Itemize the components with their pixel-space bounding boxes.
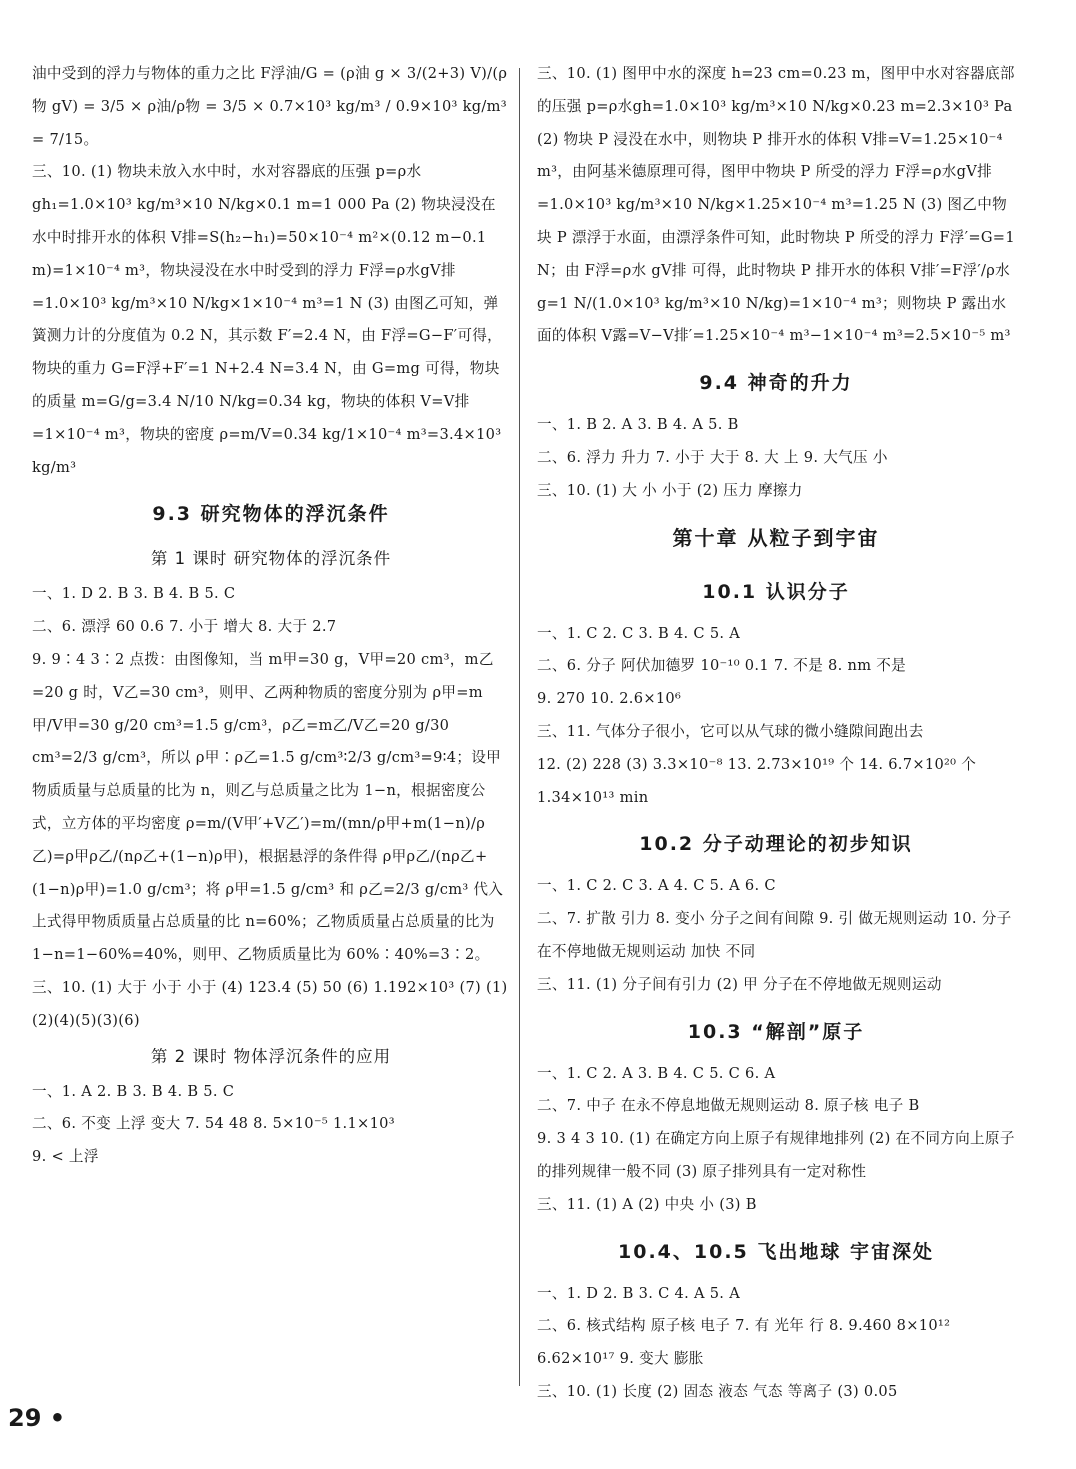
section-heading: 9.3 研究物体的浮沉条件 [152,503,390,526]
answer-paragraph: 二、7. 扩散 引力 8. 变小 分子之间有间隙 9. 引 做无规则运动 10. 分子在不停地做无规则运动 加快 不同 [537,910,1012,960]
answer-paragraph: 一、1. C 2. A 3. B 4. C 5. C 6. A [537,1064,776,1082]
answer-paragraph: 9. 3 4 3 10. (1) 在确定方向上原子有规律地排列 (2) 在不同方向上原子的排列规律一般不同 (3) 原子排列具有一定对称性 [537,1130,1015,1180]
section-heading: 10.4、10.5 飞出地球 宇宙深处 [618,1240,934,1263]
answer-paragraph: 三、11. 气体分子很小，它可以从气球的微小缝隙间跑出去 [537,722,924,740]
answer-paragraph: 三、10. (1) 大于 小于 小于 (4) 123.4 (5) 50 (6) 1.192×10³ (7) (1)(2)(4)(5)(3)(6) [32,978,508,1029]
answer-paragraph: 一、1. C 2. C 3. B 4. C 5. A [537,624,741,642]
chapter-heading: 第十章 从粒子到宇宙 [672,525,880,550]
answer-paragraph: 二、6. 不变 上浮 变大 7. 54 48 8. 5×10⁻⁵ 1.1×10³ [32,1115,395,1133]
answer-paragraph: 9. 270 10. 2.6×10⁶ [537,690,682,708]
answer-paragraph: 一、1. A 2. B 3. B 4. B 5. C [32,1082,235,1100]
answer-paragraph: 二、7. 中子 在永不停息地做无规则运动 8. 原子核 电子 B [537,1097,920,1115]
answer-paragraph: 二、6. 分子 阿伏加德罗 10⁻¹⁰ 0.1 7. 不是 8. nm 不是 [537,657,907,675]
answer-paragraph: 一、1. D 2. B 3. C 4. A 5. A [537,1284,741,1302]
section-heading: 10.1 认识分子 [702,580,850,603]
answer-paragraph: 一、1. C 2. C 3. A 4. C 5. A 6. C [537,877,776,895]
answer-paragraph: 12. (2) 228 (3) 3.3×10⁻⁸ 13. 2.73×10¹⁹ 个 14. 6.7×10²⁰ 个 1.34×10¹³ min [537,755,977,806]
answer-paragraph: 三、10. (1) 大 小 小于 (2) 压力 摩擦力 [537,481,803,499]
answer-paragraph: 9. 9∶4 3∶2 点拨：由图像知，当 m甲=30 g，V甲=20 cm³，m乙=20 g 时，V乙=30 cm³，则甲、乙两种物质的密度分别为 ρ甲=m甲/V甲=30 g/20 cm³=1.5 g/cm³，ρ乙=m乙/V乙=20 g/30 cm³=2/3 g/cm³，所以 ρ甲∶ρ乙=1.5 g/cm³∶2/3 g/cm³=9∶4；设甲物质质量与总质量的比为 n，则乙与总质量之比为 1−n，根据密度公式，立方体的平均密度 ρ=m/(V甲′+V乙′)=m/(mn/ρ甲+m(1−n)/ρ乙)=ρ甲ρ乙/(nρ乙+(1−n)ρ甲)，根据悬浮的条件得 ρ甲ρ乙/(nρ乙+(1−n)ρ甲)=1.0 g/cm³；将 ρ甲=1.5 g/cm³ 和 ρ乙=2/3 g/cm³ 代入上式得甲物质质量占总质量的比 n=60%；乙物质质量占总质量的比为 1−n=1−60%=40%，则甲、乙物质质量比为 60%∶40%=3∶2。 [32,650,504,964]
answer-paragraph: 一、1. D 2. B 3. B 4. B 5. C [32,585,236,603]
page-number: 29 • [8,1404,66,1432]
lesson-heading: 第 2 课时 物体浮沉条件的应用 [150,1046,392,1066]
lesson-heading: 第 1 课时 研究物体的浮沉条件 [150,549,392,569]
answer-paragraph: 二、6. 核式结构 原子核 电子 7. 有 光年 行 8. 9.460 8×10¹² 6.62×10¹⁷ 9. 变大 膨胀 [537,1317,951,1368]
answer-paragraph: 三、10. (1) 长度 (2) 固态 液态 气态 等离子 (3) 0.05 [537,1382,898,1400]
page-edge-margin [0,0,14,1469]
answer-paragraph: 三、11. (1) 分子间有引力 (2) 甲 分子在不停地做无规则运动 [537,975,942,993]
answer-paragraph: 三、10. (1) 物块未放入水中时，水对容器底的压强 p=ρ水 gh₁=1.0×10³ kg/m³×10 N/kg×0.1 m=1 000 Pa (2) 物块浸没在水中时排开水的体积 V排=S(h₂−h₁)=50×10⁻⁴ m²×(0.12 m−0.1 m)=1×10⁻⁴ m³，物块浸没在水中时受到的浮力 F浮=ρ水gV排=1.0×10³ kg/m³×10 N/kg×1×10⁻⁴ m³=1 N (3) 由图乙可知，弹簧测力计的分度值为 0.2 N，其示数 F′=2.4 N，由 F浮=G−F′可得，物块的重力 G=F浮+F′=1 N+2.4 N=3.4 N，由 G=mg 可得，物块的质量 m=G/g=3.4 N/10 N/kg=0.34 kg，物块的体积 V=V排=1×10⁻⁴ m³，物块的密度 ρ=m/V=0.34 kg/1×10⁻⁴ m³=3.4×10³ kg/m³ [32,163,503,476]
left-column [32,58,510,1174]
section-heading: 9.4 神奇的升力 [699,372,853,395]
answer-paragraph: 9. < 上浮 [32,1148,99,1166]
section-heading: 10.3 “解剖”原子 [687,1020,865,1043]
answer-paragraph: 油中受到的浮力与物体的重力之比 F浮油/G = (ρ油 g × 3/(2+3) V)/(ρ物 gV) = 3/5 × ρ油/ρ物 = 3/5 × 0.7×10³ kg/m³ / 0.9×10³ kg/m³ = 7/15。 [32,65,508,148]
answer-paragraph: 三、10. (1) 图甲中水的深度 h=23 cm=0.23 m，图甲中水对容器底部的压强 p=ρ水gh=1.0×10³ kg/m³×10 N/kg×0.23 m=2.3×10³ Pa (2) 物块 P 浸没在水中，则物块 P 排开水的体积 V排=V=1.25×10⁻⁴ m³，由阿基米德原理可得，图甲中物块 P 所受的浮力 F浮=ρ水gV排=1.0×10³ kg/m³×10 N/kg×1.25×10⁻⁴ m³=1.25 N (3) 图乙中物块 P 漂浮于水面，由漂浮条件可知，此时物块 P 所受的浮力 F浮′=G=1 N；由 F浮=ρ水 gV排 可得，此时物块 P 排开水的体积 V排′=F浮′/ρ水g=1 N/(1.0×10³ kg/m³×10 N/kg)=1×10⁻⁴ m³；则物块 P 露出水面的体积 V露=V−V排′=1.25×10⁻⁴ m³−1×10⁻⁴ m³=2.5×10⁻⁵ m³ [537,65,1015,345]
section-heading: 10.2 分子动理论的初步知识 [639,833,913,856]
right-column [537,58,1015,1409]
answer-paragraph: 三、11. (1) A (2) 中央 小 (3) B [537,1195,757,1213]
column-divider [519,68,520,1386]
answer-paragraph: 二、6. 浮力 升力 7. 小于 大于 8. 大 上 9. 大气压 小 [537,448,888,466]
answer-paragraph: 二、6. 漂浮 60 0.6 7. 小于 增大 8. 大于 2.7 [32,618,337,636]
answer-paragraph: 一、1. B 2. A 3. B 4. A 5. B [537,416,739,434]
